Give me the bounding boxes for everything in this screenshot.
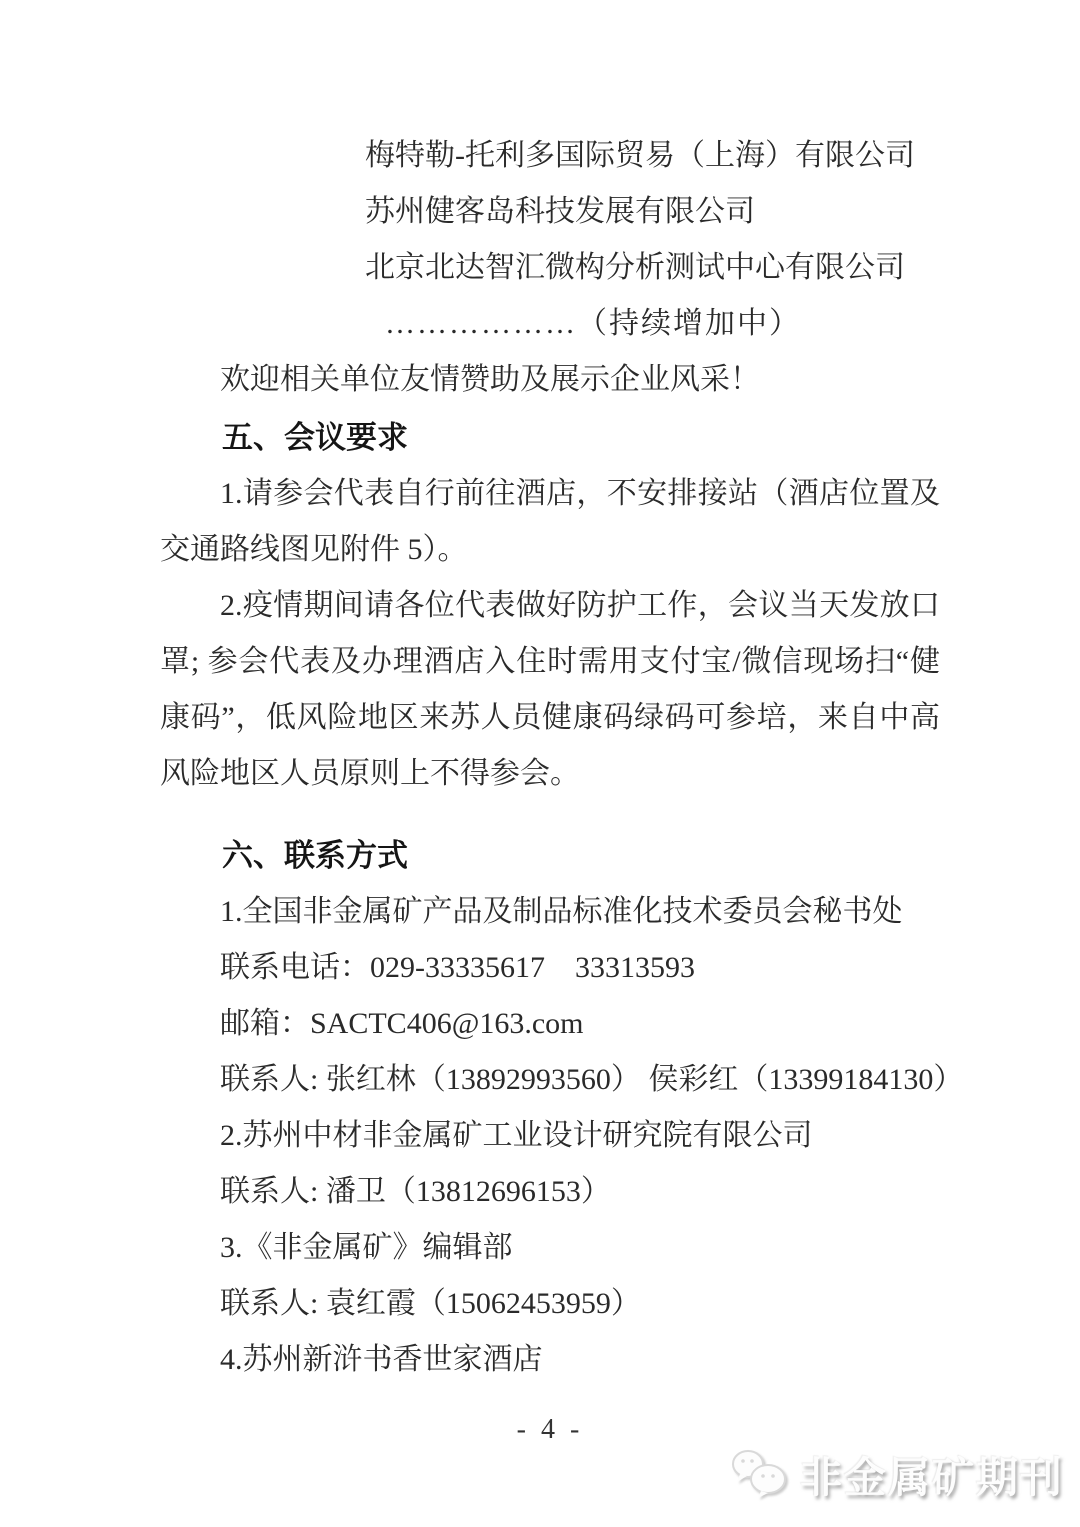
section-5-heading: 五、会议要求 — [222, 420, 408, 455]
section-5-item-2: 2.疫情期间请各位代表做好防护工作，会议当天发放口罩; 参会代表及办理酒店入住时需用支付宝/微信现场扫“健康码”，低风险地区来苏人员健康码绿码可参培，来自中高风险地区人员原则上不得参会。 — [160, 589, 940, 790]
contact-email: 邮箱：SACTC406@163.com — [220, 1007, 584, 1040]
contact-org-1: 1.全国非金属矿产品及制品标准化技术委员会秘书处 — [220, 895, 903, 928]
contact-org-2: 2.苏州中材非金属矿工业设计研究院有限公司 — [220, 1119, 813, 1152]
section-6-heading: 六、联系方式 — [222, 838, 408, 873]
welcome-line: 欢迎相关单位友情赞助及展示企业风采！ — [220, 363, 760, 396]
contact-person-2: 联系人: 潘卫（13812696153） — [220, 1175, 611, 1208]
sponsor-more-line: ………………（持续增加中） — [385, 307, 801, 340]
page-number: - 4 - — [516, 1414, 584, 1445]
journal-watermark — [730, 1445, 1064, 1505]
contact-org-3: 3.《非金属矿》编辑部 — [220, 1231, 513, 1264]
sponsor-company: 苏州健客岛科技发展有限公司 — [365, 195, 755, 228]
sponsor-list — [160, 128, 940, 352]
sponsor-company: 北京北达智汇微构分析测试中心有限公司 — [365, 251, 905, 284]
sponsor-company: 梅特勒-托利多国际贸易（上海）有限公司 — [365, 139, 915, 172]
contact-person-1: 联系人: 张红林（13892993560） 侯彩红（13399184130） — [220, 1063, 964, 1096]
watermark-label: 非金属矿期刊 — [799, 1454, 1064, 1501]
contact-person-3: 联系人: 袁红霞（15062453959） — [220, 1287, 641, 1320]
contact-org-4: 4.苏州新浒书香世家酒店 — [220, 1343, 543, 1376]
contact-phone: 联系电话：029-33335617 33313593 — [220, 951, 695, 984]
section-5-item-1: 1.请参会代表自行前往酒店，不安排接站（酒店位置及交通路线图见附件 5）。 — [160, 477, 940, 566]
wechat-icon — [730, 1447, 790, 1504]
